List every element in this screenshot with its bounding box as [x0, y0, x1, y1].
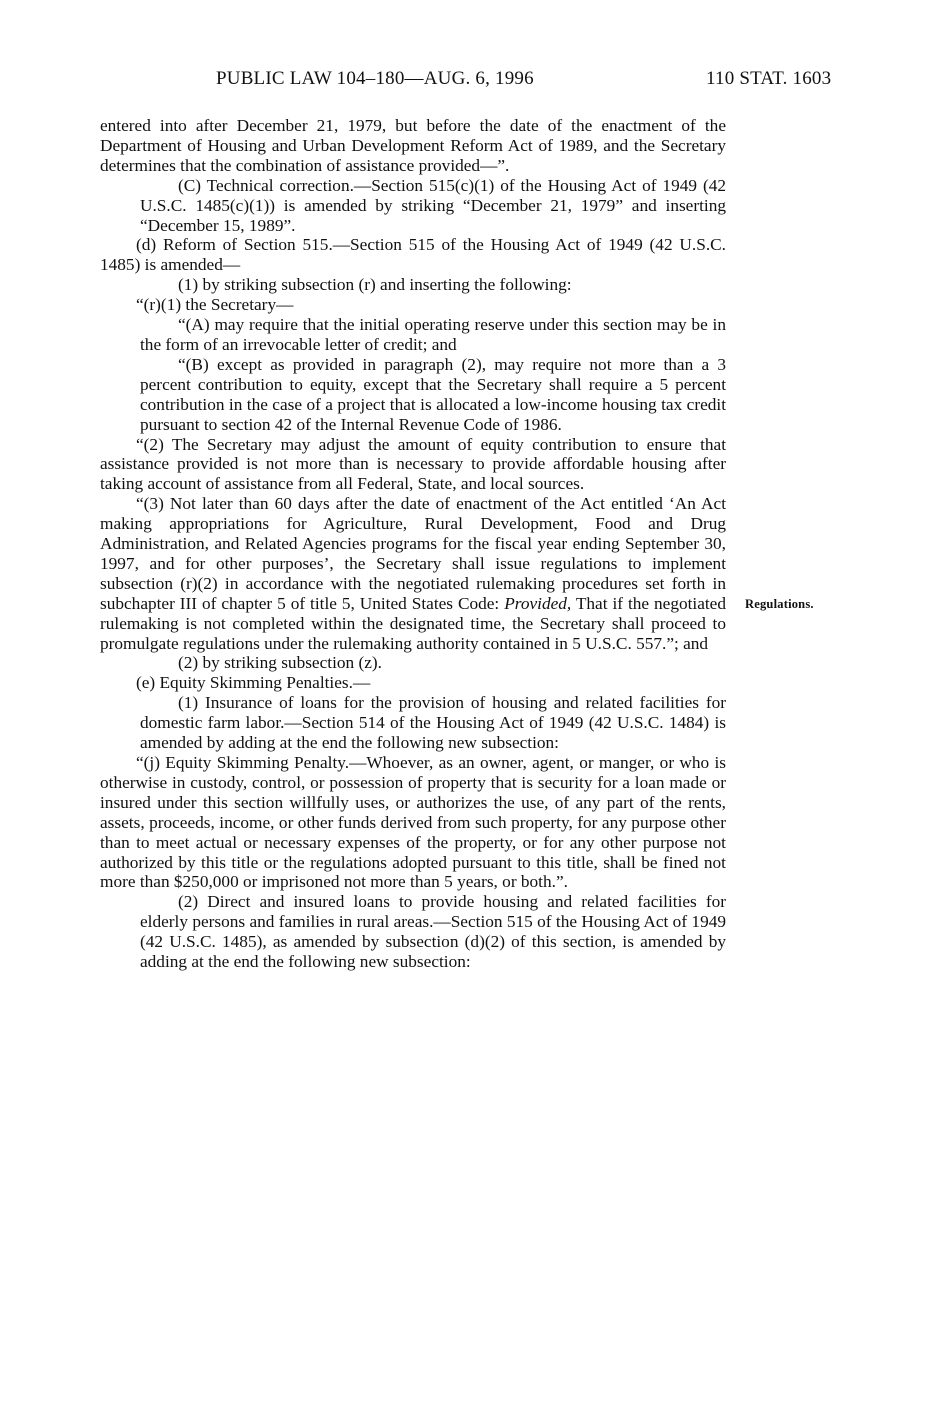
text-run: That if the negotiated rulemaking is not completed within the designated time, the Secretary shall proceed to promulgate regulations under the rulemaking authority contained in 5 U.S.C. 557.”; and	[100, 593, 726, 653]
paragraph: (d) Reform of Section 515.—Section 515 of the Housing Act of 1949 (42 U.S.C. 1485) is amended—	[100, 235, 726, 275]
paragraph: (1) Insurance of loans for the provision of housing and related facilities for domestic farm labor.—Section 514 of the Housing Act of 1949 (42 U.S.C. 1484) is amended by adding at the end the following new subsection:	[140, 693, 726, 753]
paragraph: (2) by striking subsection (z).	[178, 653, 382, 673]
running-header	[0, 68, 939, 94]
paragraph: entered into after December 21, 1979, but before the date of the enactment of the Department of Housing and Urban Development Reform Act of 1989, and the Secretary determines that the combination of assistance provided—”.	[100, 116, 726, 175]
paragraph: (e) Equity Skimming Penalties.—	[136, 673, 371, 693]
paragraph: “(B) except as provided in paragraph (2), may require not more than a 3 percent contribution to equity, except that the Secretary shall require a 5 percent contribution in the case of a project that is allocated a low-income housing tax credit pursuant to section 42 of the Internal Revenue Code of 1986.	[140, 354, 726, 434]
stat-page-number: 110 STAT. 1603	[706, 68, 832, 89]
paragraph: (C) Technical correction.—Section 515(c)(1) of the Housing Act of 1949 (42 U.S.C. 1485(c)(1)) is amended by striking “December 21, 1979” and inserting “December 15, 1989”.	[140, 175, 726, 235]
paragraph	[100, 494, 726, 653]
paragraph: “(j) Equity Skimming Penalty.—Whoever, as an owner, agent, or manger, or who is otherwise in custody, control, or possession of property that is security for a loan made or insured under this section willfully uses, or authorizes the use, of any part of the rents, assets, proceeds, income, or other funds derived from such property, for any purpose other than to meet actual or necessary expenses of the property, or for any other purpose not authorized by this title or the regulations adopted pursuant to this title, shall be fined not more than $250,000 or imprisoned not more than 5 years, or both.”.	[100, 753, 726, 892]
running-header-title: PUBLIC LAW 104–180—AUG. 6, 1996	[216, 68, 534, 89]
document-body	[100, 116, 726, 972]
paragraph: “(A) may require that the initial operating reserve under this section may be in the form of an irrevocable letter of credit; and	[140, 315, 726, 354]
paragraph: (1) by striking subsection (r) and inserting the following:	[178, 275, 572, 295]
paragraph: “(r)(1) the Secretary—	[136, 295, 294, 315]
margin-note-regulations: Regulations.	[745, 597, 814, 611]
paragraph: “(2) The Secretary may adjust the amount of equity contribution to ensure that assistance provided is not more than is necessary to provide affordable housing after taking account of assistance from all Federal, State, and local sources.	[100, 434, 726, 494]
text-run: “(3) Not later than 60 days after the date of enactment of the Act entitled ‘An Act making appropriations for Agriculture, Rural Development, Food and Drug Administration, and Related Agencies programs for the fiscal year ending September 30, 1997, and for other purposes’, the Secretary shall issue regulations to implement subsection (r)(2) in accordance with the negotiated rulemaking procedures set forth in subchapter III of chapter 5 of title 5, United States Code:	[100, 494, 726, 613]
text-run-italic: Provided,	[504, 593, 572, 613]
paragraph: (2) Direct and insured loans to provide housing and related facilities for elderly persons and families in rural areas.—Section 515 of the Housing Act of 1949 (42 U.S.C. 1485), as amended by subsection (d)(2) of this section, is amended by adding at the end the following new subsection:	[140, 892, 726, 972]
